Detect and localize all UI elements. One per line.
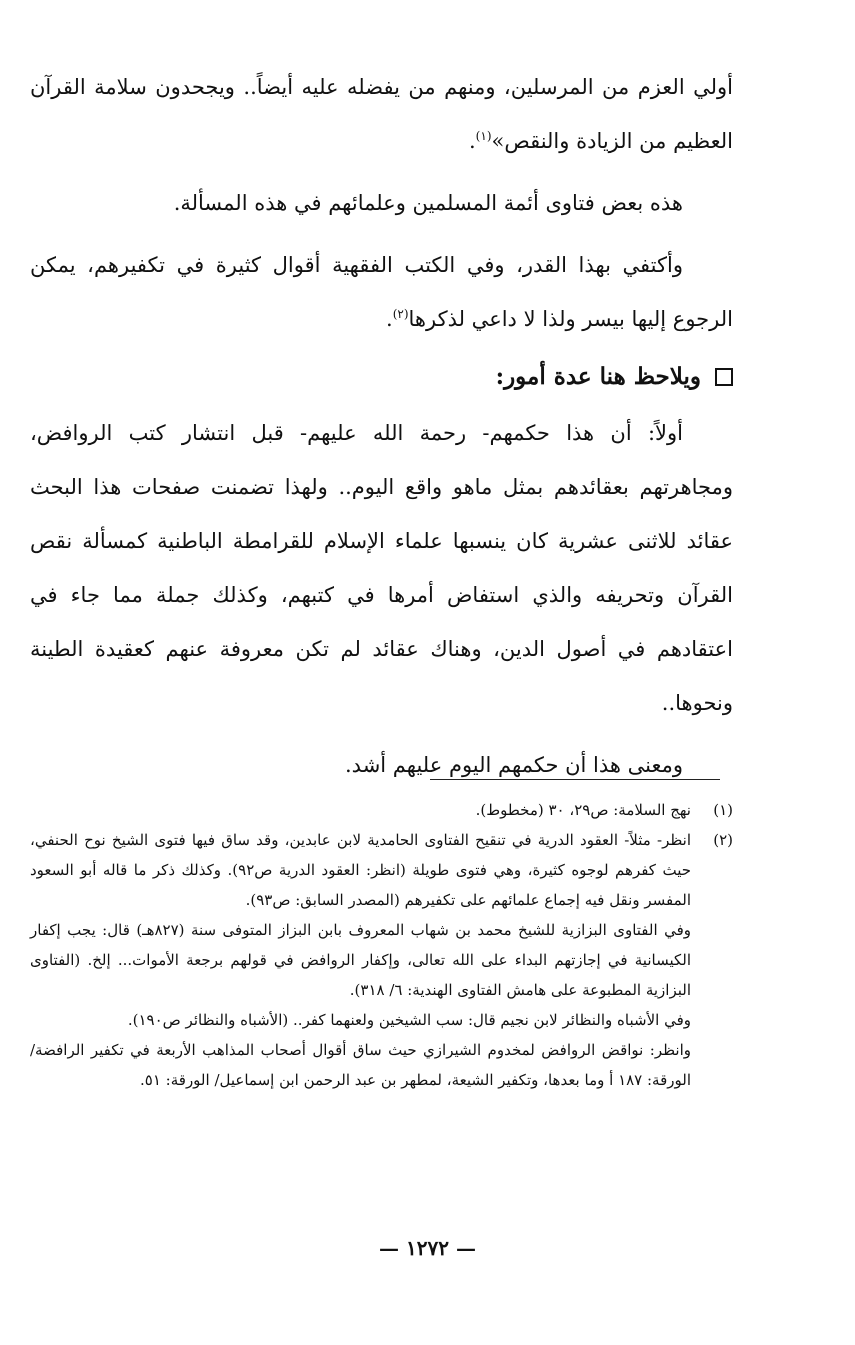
footnote-2 (30, 825, 733, 1095)
main-text (30, 60, 733, 792)
footnote-body (30, 825, 691, 1095)
paragraph-3-text: وأكتفي بهذا القدر، وفي الكتب الفقهية أقوال كثيرة في تكفيرهم، يمكن الرجوع إليها بيسر ولذا لا داعي لذكرها (30, 253, 733, 331)
paragraph-1-text: أولي العزم من المرسلين، ومنهم من يفضله عليه أيضاً.. ويجحدون سلامة القرآن العظيم من الزيادة والنقص» (30, 75, 733, 153)
page-number: — ١٢٧٢ — (379, 1236, 476, 1260)
paragraph-4: أولاً: أن هذا حكمهم- رحمة الله عليهم- قبل انتشار كتب الروافض، ومجاهرتهم بعقائدهم بمثل ماهو واقع اليوم.. ولهذا تضمنت صفحات هذا البحث عقائد للاثنى عشرية كان ينسبها علماء الإسلام للقرامطة الباطنية كمسألة نقص القرآن وتحريفه والذي استفاض أمرها في كتبهم، وكذلك جملة مما جاء في اعتقادهم في أصول الدين، وهناك عقائد لم تكن معروفة عنهم كعقيدة الطينة ونحوها.. (30, 421, 733, 715)
footnote-1 (30, 795, 733, 825)
paragraph-3 (30, 238, 733, 346)
footnote-line: انظر- مثلاً- العقود الدرية في تنقيح الفتاوى الحامدية لابن عابدين، وقد ساق فيها فتوى الشيخ نوح الحنفي، حيث كفرهم لوجوه كثيرة، وهي فتوى طويلة (انظر: العقود الدرية ص٩٢). وكذلك ذكر ما قاله أبو السعود المفسر ونقل فيه إجماع علمائهم على تكفيرهم (المصدر السابق: ص٩٣). (30, 831, 691, 909)
footnote-ref-2: (٢) (392, 307, 409, 321)
footnotes (30, 795, 733, 1095)
footnote-line: نهج السلامة: ص٢٩، ٣٠ (مخطوط). (475, 801, 691, 819)
paragraph-3-end: . (386, 307, 393, 331)
footnote-number: (١) (713, 801, 733, 819)
paragraph-1-end: . (468, 129, 476, 153)
paragraph-5: ومعنى هذا أن حكمهم اليوم عليهم أشد. (345, 753, 683, 777)
square-bullet-icon (715, 368, 733, 386)
footnote-divider (430, 779, 720, 780)
footnote-ref-1: (١) (475, 129, 492, 143)
footnote-line: وفي الفتاوى البزازية للشيخ محمد بن شهاب المعروف بابن البزاز المتوفى سنة (٨٢٧هـ) قال: يجب إكفار الكيسانية في إجازتهم البداء على الله تعالى، وإكفار الروافض في قولهم برجعة الأموات... إلخ. (الفتاوى البزازية المطبوعة على هامش الفتاوى الهندية: ٦/ ٣١٨). (30, 921, 691, 999)
footnote-body (30, 795, 691, 825)
footnote-number: (٢) (713, 831, 733, 849)
paragraph-2: هذه بعض فتاوى أئمة المسلمين وعلمائهم في هذه المسألة. (173, 191, 683, 215)
paragraph-1 (30, 60, 733, 168)
section-heading (30, 350, 733, 404)
section-heading-text: ويلاحظ هنا عدة أمور: (495, 363, 701, 390)
footnote-line: وفي الأشباه والنظائر لابن نجيم قال: سب الشيخين ولعنهما كفر.. (الأشباه والنظائر ص١٩٠). (127, 1011, 691, 1029)
footnote-line: وانظر: نواقض الروافض لمخدوم الشيرازي حيث ساق أقوال أصحاب المذاهب الأربعة في تكفير الرافضة/ الورقة: ١٨٧ أ وما بعدها، وتكفير الشيعة، لمطهر بن عبد الرحمن ابن إسماعيل/ الورقة: ٥١. (30, 1041, 691, 1089)
